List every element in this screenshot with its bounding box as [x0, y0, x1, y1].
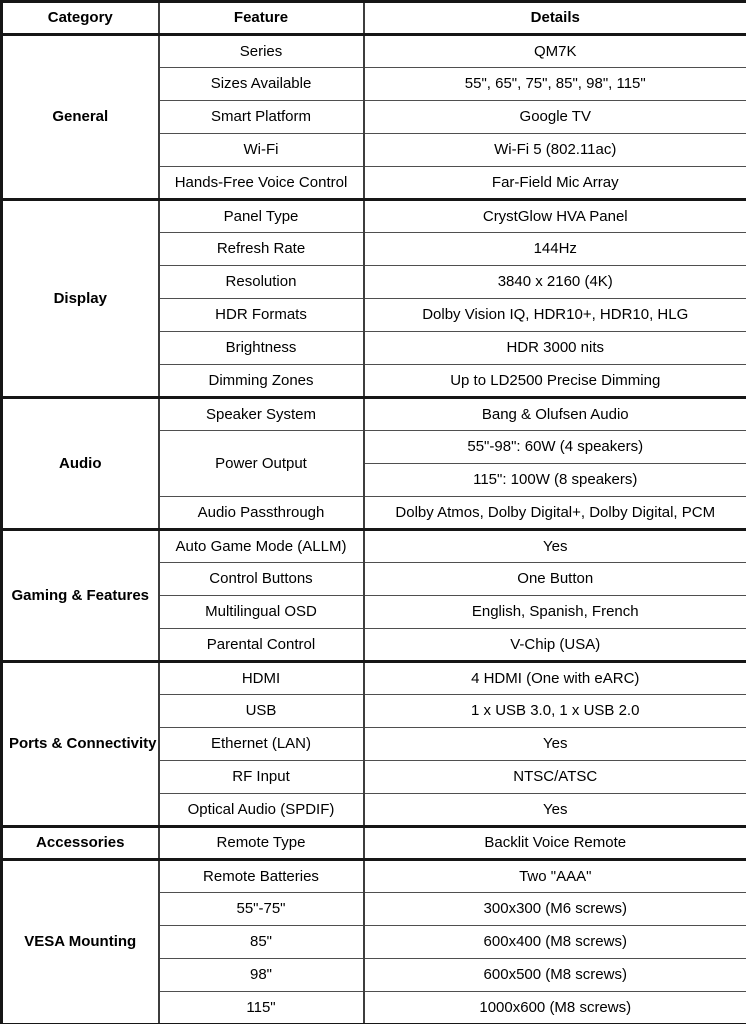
details-cell: Two "AAA"	[364, 860, 746, 893]
feature-cell: Resolution	[159, 266, 364, 299]
details-cell: Bang & Olufsen Audio	[364, 398, 746, 431]
feature-cell: 85"	[159, 926, 364, 959]
details-cell: 600x500 (M8 screws)	[364, 959, 746, 992]
details-cell: Yes	[364, 728, 746, 761]
table-row	[2, 530, 746, 563]
feature-cell: Remote Type	[159, 827, 364, 860]
details-cell: 300x300 (M6 screws)	[364, 893, 746, 926]
feature-cell: HDR Formats	[159, 299, 364, 332]
category-cell: Audio	[2, 398, 159, 530]
details-cell: CrystGlow HVA Panel	[364, 200, 746, 233]
feature-cell: Wi-Fi	[159, 134, 364, 167]
details-cell: Wi-Fi 5 (802.11ac)	[364, 134, 746, 167]
details-cell: Google TV	[364, 101, 746, 134]
feature-cell: Power Output	[159, 431, 364, 497]
details-cell: 1 x USB 3.0, 1 x USB 2.0	[364, 695, 746, 728]
category-cell: Accessories	[2, 827, 159, 860]
feature-cell: Sizes Available	[159, 68, 364, 101]
details-cell: 4 HDMI (One with eARC)	[364, 662, 746, 695]
details-cell: 600x400 (M8 screws)	[364, 926, 746, 959]
category-cell: VESA Mounting	[2, 860, 159, 1024]
details-cell: NTSC/ATSC	[364, 761, 746, 794]
spec-table-body	[2, 35, 746, 1024]
details-cell: V-Chip (USA)	[364, 629, 746, 662]
feature-cell: Optical Audio (SPDIF)	[159, 794, 364, 827]
table-row	[2, 827, 746, 860]
details-cell: HDR 3000 nits	[364, 332, 746, 365]
category-cell: Gaming & Features	[2, 530, 159, 662]
feature-cell: Speaker System	[159, 398, 364, 431]
header-category: Category	[2, 2, 159, 35]
table-row	[2, 35, 746, 68]
feature-cell: Smart Platform	[159, 101, 364, 134]
feature-cell: HDMI	[159, 662, 364, 695]
details-cell: 115": 100W (8 speakers)	[364, 464, 746, 497]
details-cell: QM7K	[364, 35, 746, 68]
feature-cell: 55"-75"	[159, 893, 364, 926]
details-cell: 55"-98": 60W (4 speakers)	[364, 431, 746, 464]
details-cell: One Button	[364, 563, 746, 596]
header-row	[2, 2, 746, 35]
feature-cell: Panel Type	[159, 200, 364, 233]
header-details: Details	[364, 2, 746, 35]
details-cell: Yes	[364, 794, 746, 827]
feature-cell: Hands-Free Voice Control	[159, 167, 364, 200]
feature-cell: Series	[159, 35, 364, 68]
feature-cell: USB	[159, 695, 364, 728]
feature-cell: Refresh Rate	[159, 233, 364, 266]
feature-cell: Brightness	[159, 332, 364, 365]
spec-table-header	[2, 2, 746, 35]
details-cell: 55", 65", 75", 85", 98", 115"	[364, 68, 746, 101]
feature-cell: Ethernet (LAN)	[159, 728, 364, 761]
feature-cell: Auto Game Mode (ALLM)	[159, 530, 364, 563]
table-row	[2, 398, 746, 431]
feature-cell: 115"	[159, 992, 364, 1024]
details-cell: Backlit Voice Remote	[364, 827, 746, 860]
feature-cell: Dimming Zones	[159, 365, 364, 398]
details-cell: Dolby Atmos, Dolby Digital+, Dolby Digital, PCM	[364, 497, 746, 530]
table-row	[2, 662, 746, 695]
category-cell: Ports & Connectivity	[2, 662, 159, 827]
details-cell: Up to LD2500 Precise Dimming	[364, 365, 746, 398]
category-cell: Display	[2, 200, 159, 398]
table-row	[2, 860, 746, 893]
feature-cell: Parental Control	[159, 629, 364, 662]
feature-cell: 98"	[159, 959, 364, 992]
details-cell: 144Hz	[364, 233, 746, 266]
feature-cell: RF Input	[159, 761, 364, 794]
details-cell: Yes	[364, 530, 746, 563]
feature-cell: Multilingual OSD	[159, 596, 364, 629]
category-cell: General	[2, 35, 159, 200]
details-cell: Far-Field Mic Array	[364, 167, 746, 200]
table-row	[2, 200, 746, 233]
details-cell: 3840 x 2160 (4K)	[364, 266, 746, 299]
feature-cell: Remote Batteries	[159, 860, 364, 893]
feature-cell: Control Buttons	[159, 563, 364, 596]
details-cell: 1000x600 (M8 screws)	[364, 992, 746, 1024]
details-cell: English, Spanish, French	[364, 596, 746, 629]
details-cell: Dolby Vision IQ, HDR10+, HDR10, HLG	[364, 299, 746, 332]
feature-cell: Audio Passthrough	[159, 497, 364, 530]
header-feature: Feature	[159, 2, 364, 35]
